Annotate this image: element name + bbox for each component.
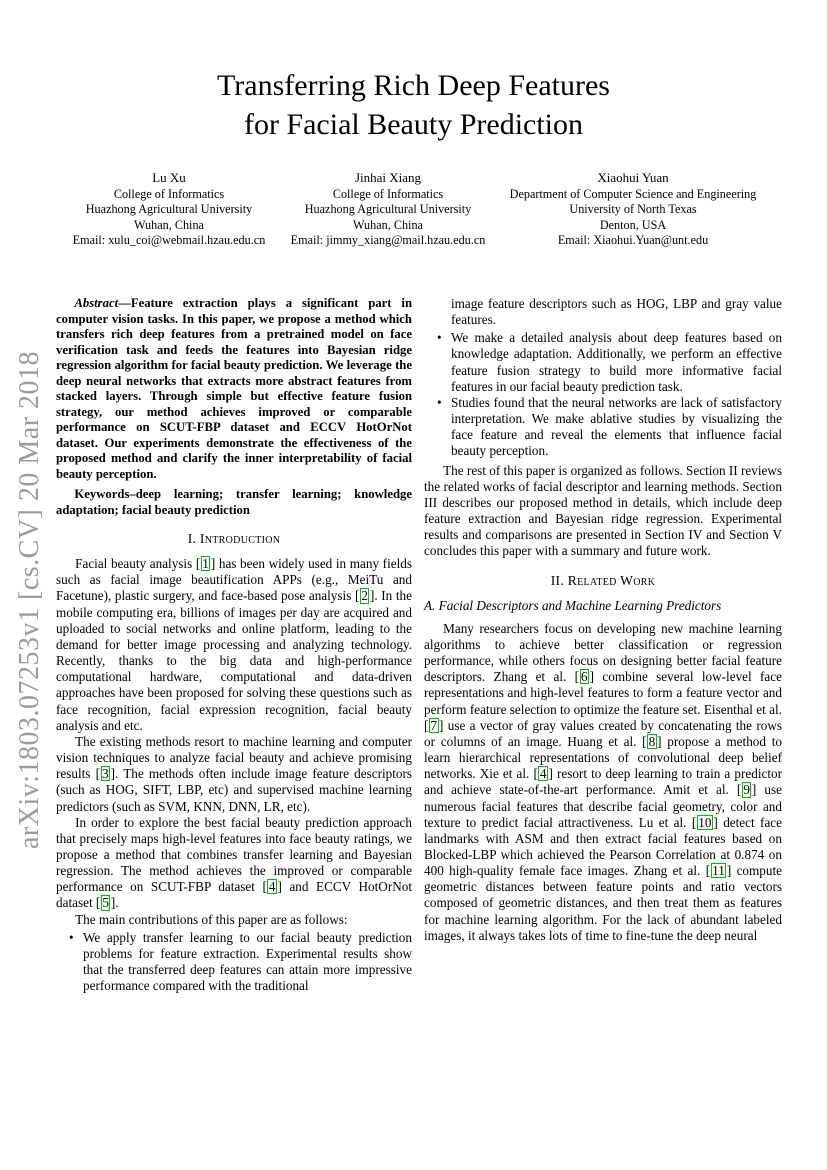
contribution-item-1-continued: image feature descriptors such as HOG, LBP and gray value features. (451, 296, 782, 328)
contribution-item-1: • We apply transfer learning to our facial beauty prediction problems for feature extraction. Experimental results show that the transferred deep features can attain more impressive performance compared with the traditional (83, 930, 412, 995)
related-work-paragraph-1: Many researchers focus on developing new machine learning algorithms to achieve better classification or regression performance, while others focus on designing better facial feature descriptors. Zhang et al. [ 6 ] combine several low-level face representations and high-level features to form a feature vector and perform feature selection to optimize the feature set. Eisenthal et al. [ 7 ] use a vector of gray values created by concatenating the rows or columns of an image. Huang et al. [ 8 ] propose a method to learn hierarchical representations of convolutional deep belief networks. Xie et al. [ 4 ] resort to deep learning to train a predictor and achieve state-of-the-art performance. Amit et al. [ 9 ] use numerous facial features that describe facial geometry, color and texture to predict facial attractiveness. Lu et al. [ 10 ] detect face landmarks with ASM and then extract facial features based on Blocked-LBP which achieved the Pearson Correlation at 0.874 on 400 high-quality female face images. Zhang et al. [ 11 ] compute geometric distances between feature points and ratio vectors composed of geometric distances, and then treat them as features for machine learning algorithm. For the lack of abundant labeled images, it always takes lots of time to fine-tune the deep neural (424, 620, 783, 943)
section-heading-related-work: II. Related Work (550, 572, 656, 588)
paper-title-line-1: Transferring Rich Deep Features (217, 69, 610, 102)
contributions-lead-in: The main contributions of this paper are as follows: (75, 911, 348, 927)
citation-link[interactable]: 9 (743, 782, 750, 798)
section-heading-introduction: I. Introduction (187, 531, 281, 546)
citation-link[interactable]: 11 (712, 863, 725, 879)
citation-link[interactable]: 4 (268, 879, 276, 895)
right-column (424, 296, 782, 944)
author-affiliation: College of Informatics (332, 186, 444, 201)
paper-title (0, 66, 827, 144)
subsection-heading-descriptors: A. Facial Descriptors and Machine Learning Predictors (424, 597, 722, 613)
citation-link[interactable]: 6 (581, 669, 588, 685)
author-affiliation: Huazhong Agricultural University (85, 202, 253, 217)
author-affiliation: College of Informatics (113, 186, 225, 201)
intro-paragraph-2: The existing methods resort to machine learning and computer vision techniques to analyze facial beauty and achieve promising results [ 3 ]. The methods often include image feature descriptors (such as HOG, SIFT, LBP, etc) and supervised machine learning predictors (such as SVM, KNN, DNN, LR, etc). (56, 733, 412, 814)
arxiv-watermark: arXiv:1803.07253v1 [cs.CV] 20 Mar 2018 (14, 350, 45, 850)
author-name: Lu Xu (152, 170, 186, 185)
abstract-label: Abstract (74, 296, 119, 310)
author-block-1 (40, 170, 298, 249)
author-affiliation: University of North Texas (569, 202, 697, 217)
keywords: Keywords–deep learning; transfer learning; knowledge adaptation; facial beauty prediction (56, 487, 412, 517)
author-affiliation: Department of Computer Science and Engineering (509, 186, 757, 201)
author-block-3 (478, 170, 788, 249)
contribution-item-3: • Studies found that the neural networks are lack of satisfactory interpretation. We make ablative studies by visualizing the face feature and reveal the elements that influence facial beauty perception. (451, 395, 782, 460)
citation-link[interactable]: 8 (648, 733, 656, 749)
left-column (56, 296, 412, 994)
author-location: Wuhan, China (353, 217, 423, 232)
paper-organization-paragraph: The rest of this paper is organized as follows. Section II reviews the related works of facial descriptor and learning methods. Section III describes our proposed method in details, which include deep feature extraction and Bayesian ridge regression. Experimental results and comparisons are presented in Section IV and Section V concludes this paper with a summary and future work. (424, 462, 783, 559)
intro-paragraph-1: Facial beauty analysis [ 1 ] has been widely used in many fields such as facial image beautification APPs (e.g., MeiTu and Facetune), plastic surgery, and face-based pose analysis [ 2 ]. In the mobile computing era, billions of images per day are acquired and uploaded to social networks and online platform, leading to the demand for better image processing and analyzing technology. Recently, thanks to the big data and high-performance computational hardware, computational and data-driven approaches have been proposed for solving these questions such as face recognition, facial expression recognition, facial beauty analysis and etc. (56, 556, 413, 733)
citation-link[interactable]: 5 (102, 895, 109, 911)
citation-link[interactable]: 3 (102, 766, 109, 782)
author-email: Email: xulu_coi@webmail.hzau.edu.cn (72, 233, 266, 248)
author-email: Email: jimmy_xiang@mail.hzau.edu.cn (290, 233, 486, 248)
author-location: Denton, USA (599, 217, 667, 232)
citation-link[interactable]: 2 (361, 588, 368, 604)
citation-link[interactable]: 4 (539, 766, 547, 782)
author-email: Email: Xiaohui.Yuan@unt.edu (557, 233, 709, 248)
intro-paragraph-3: In order to explore the best facial beauty prediction approach that precisely maps high-level features into face beauty ratings, we propose a method that combines transfer learning and Bayesian regression. The method achieves the improved or comparable performance on SCUT-FBP dataset [ 4 ] and ECCV HotOrNot dataset [ 5 ]. (56, 814, 413, 911)
author-block-2 (288, 170, 488, 249)
abstract-text: —Feature extraction plays a significant part in computer vision tasks. In this paper, we propose a method which transfers rich deep features from a pretrained model on face verification task and feeds the features into Bayesian ridge regression algorithm for facial beauty prediction. We leverage the deep neural networks that extracts more abstract features from stacked layers. Through simple but effective feature fusion strategy, our method achieves improved or comparable performance on SCUT-FBP dataset and ECCV HotOrNot dataset. Our experiments demonstrate the effectiveness of the proposed method and clarify the inner interpretability of facial beauty perception. (56, 296, 412, 481)
citation-link[interactable]: 1 (202, 556, 209, 572)
paper-title-line-2: for Facial Beauty Prediction (243, 108, 584, 141)
author-name: Jinhai Xiang (354, 170, 422, 185)
contributions-list-continued (424, 330, 782, 459)
abstract (56, 296, 412, 482)
author-name: Xiaohui Yuan (597, 170, 669, 185)
citation-link[interactable]: 7 (430, 717, 437, 733)
citation-link[interactable]: 10 (698, 814, 712, 830)
author-affiliation: Huazhong Agricultural University (304, 202, 472, 217)
contributions-list (56, 930, 412, 995)
contribution-item-2: • We make a detailed analysis about deep features based on knowledge adaptation. Additionally, we perform an effective feature fusion strategy to build more informative facial features in our facial beauty prediction task. (451, 330, 782, 395)
author-location: Wuhan, China (134, 217, 204, 232)
